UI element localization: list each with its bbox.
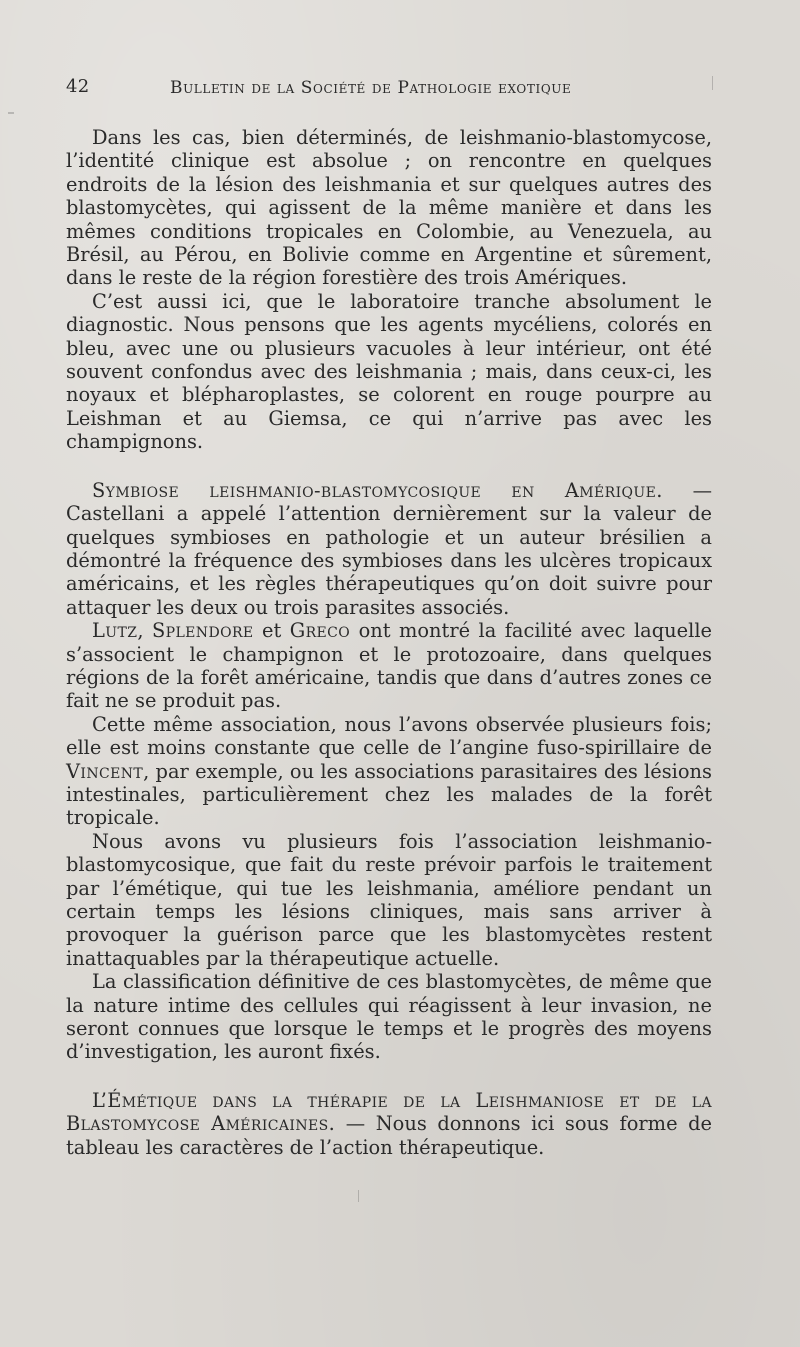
paragraph-6-text: Nous avons vu plusieurs fois l’association leishmanio-blastomycosique, que fait du reste prévoir parfois le traitement par l’émétique, qui tue les leishmania, améliore pendant un certain temps les lésions cliniques, mais sans arriver à provoquer la guérison parce que les blastomycètes restent inattaquables par la thérapeutique actuelle. <box>66 829 712 970</box>
section-heading-symbiose: Symbiose leishmanio-blastomycosique en Amérique. <box>92 478 663 502</box>
article-body <box>66 126 712 1159</box>
section-emetique <box>66 1089 712 1159</box>
print-speck <box>8 112 14 114</box>
paragraph-6 <box>66 830 712 970</box>
author-name-vincent: Vincent <box>66 759 144 783</box>
section-emetique-text: — Nous donnons ici sous forme de tableau les caractères de l’action thérapeutique. <box>66 1112 712 1159</box>
print-speck <box>358 1190 359 1202</box>
paragraph-1 <box>66 126 712 290</box>
paragraph-4-text: ont montré la facilité avec laquelle s’associent le champignon et le protozoaire, dans quelques régions de la forêt américaine, tandis que dans d’autres zones ce fait ne se produit pas. <box>66 619 712 713</box>
print-speck <box>712 76 713 90</box>
author-name-greco: Greco <box>289 619 351 643</box>
page-number: 42 <box>66 76 90 97</box>
section-symbiose-text: — Castellani a appelé l’attention dernièrement sur la valeur de quelques symbioses en pathologie et un auteur brésilien a démontré la fréquence des symbioses dans les ulcères tropicaux américains, et les règles thérapeutiques qu’on doit suivre pour attaquer les deux ou trois parasites associés. <box>66 478 712 619</box>
paragraph-5-text-after: , par exemple, ou les associations parasitaires des lésions intestinales, particulièrement chez les malades de la forêt tropicale. <box>66 759 712 830</box>
paragraph-5 <box>66 713 712 830</box>
paragraph-7 <box>66 970 712 1064</box>
paragraph-1-text: Dans les cas, bien déterminés, de leishmanio-blastomycose, l’identité clinique est absolue ; on rencontre en quelques endroits de la lésion des leishmania et sur quelques autres des blastomycètes, qui agissent de la même manière et dans les mêmes conditions tropicales en Colombie, au Venezuela, au Brésil, au Pérou, en Bolivie comme en Argentine et sûrement, dans le reste de la région forestière des trois Amériques. <box>66 126 712 290</box>
section-heading-emetique: L’Émétique dans la thérapie de la Leishmaniose et de la Blastomycose Américaines. <box>66 1088 712 1136</box>
paragraph-2 <box>66 290 712 454</box>
paragraph-5-text-before: Cette même association, nous l’avons observée plusieurs fois; elle est moins constante que celle de l’angine fuso-spirillaire de <box>66 712 712 760</box>
paragraph-7-text: La classification définitive de ces blastomycètes, de même que la nature intime des cellules qui réagissent à leur invasion, ne seront connues que lorsque le temps et le progrès des moyens d’investigation, les auront fixés. <box>66 970 712 1064</box>
author-name-lutz: Lutz <box>92 619 138 643</box>
running-title: Bulletin de la Société de Pathologie exotique <box>170 78 572 98</box>
paragraph-2-text: C’est aussi ici, que le laboratoire tranche absolument le diagnostic. Nous pensons que les agents mycéliens, colorés en bleu, avec une ou plusieurs vacuoles à leur intérieur, ont été souvent confondus avec des leishmania ; mais, dans ceux-ci, les noyaux et blépharoplastes, se colorent en rouge pourpre au Leishman et au Giemsa, ce qui n’arrive pas avec les champignons. <box>66 289 712 454</box>
paragraph-4: Lutz, Splendore et Greco ont montré la facilité avec laquelle s’associent le champignon et le protozoaire, dans quelques régions de la forêt américaine, tandis que dans d’autres zones ce fait ne se produit pas. <box>66 619 712 713</box>
section-symbiose <box>66 479 712 619</box>
author-name-splendore: Splendore <box>151 619 254 643</box>
page-header <box>66 76 726 100</box>
